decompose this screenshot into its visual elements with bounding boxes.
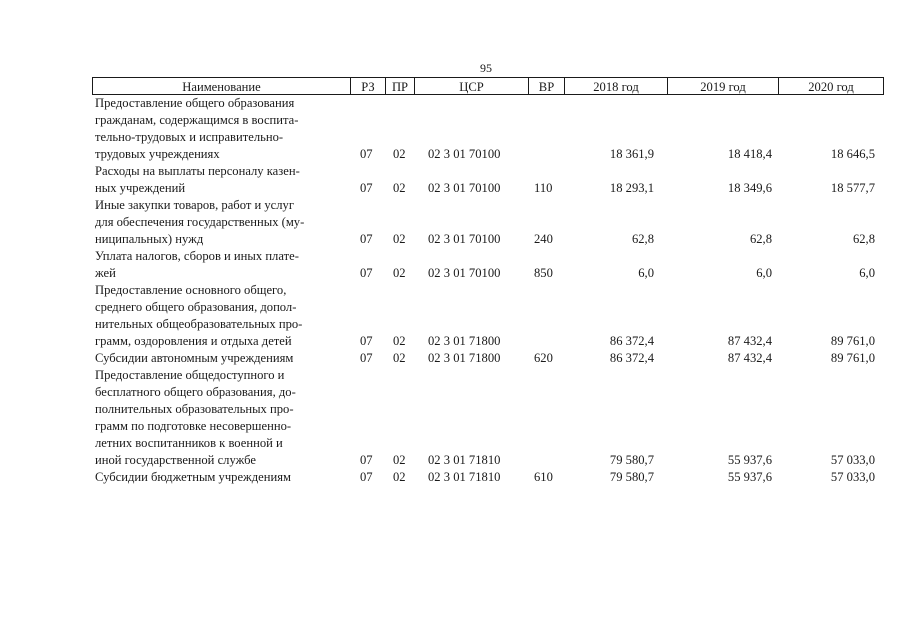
row-pr: 02 <box>393 470 406 484</box>
row-2020: 89 761,0 <box>830 334 875 348</box>
row-2020: 6,0 <box>859 266 875 280</box>
row-2019: 18 418,4 <box>727 147 772 161</box>
row-2018: 79 580,7 <box>609 453 654 467</box>
row-name-line: Субсидии бюджетным учреждениям <box>95 470 291 484</box>
row-name-line: грамм, оздоровления и отдыха детей <box>95 334 292 348</box>
row-pr: 02 <box>393 334 406 348</box>
row-rz: 07 <box>360 351 373 365</box>
row-name-line: нительных общеобразовательных про- <box>95 317 303 331</box>
row-csr: 02 3 01 70100 <box>428 266 501 280</box>
row-vr: 240 <box>534 232 553 246</box>
row-2018: 86 372,4 <box>609 351 654 365</box>
row-rz: 07 <box>360 147 373 161</box>
row-pr: 02 <box>393 181 406 195</box>
row-2018: 79 580,7 <box>609 470 654 484</box>
row-csr: 02 3 01 71810 <box>428 470 501 484</box>
row-name-line: гражданам, содержащимся в воспита- <box>95 113 299 127</box>
row-2018: 18 293,1 <box>609 181 654 195</box>
row-name-line: Субсидии автономным учреждениям <box>95 351 294 365</box>
row-name-line: Предоставление общего образования <box>95 96 295 110</box>
row-name-line: Предоставление основного общего, <box>95 283 287 297</box>
row-name-line: Предоставление общедоступного и <box>95 368 285 382</box>
row-2020: 18 577,7 <box>830 181 875 195</box>
row-2020: 57 033,0 <box>830 453 875 467</box>
row-rz: 07 <box>360 266 373 280</box>
row-vr: 850 <box>534 266 553 280</box>
row-csr: 02 3 01 71810 <box>428 453 501 467</box>
row-2020: 18 646,5 <box>830 147 875 161</box>
row-csr: 02 3 01 70100 <box>428 181 501 195</box>
row-csr: 02 3 01 70100 <box>428 147 501 161</box>
row-name-line: тельно-трудовых и исправительно- <box>95 130 284 144</box>
row-rz: 07 <box>360 334 373 348</box>
row-rz: 07 <box>360 453 373 467</box>
row-name-line: ных учреждений <box>95 181 186 195</box>
header-rz: РЗ <box>350 77 386 95</box>
row-name-line: Расходы на выплаты персоналу казен- <box>95 164 300 178</box>
row-name-line: ниципальных) нужд <box>95 232 204 246</box>
row-vr: 110 <box>534 181 553 195</box>
header-2020: 2020 год <box>778 77 884 95</box>
row-rz: 07 <box>360 181 373 195</box>
row-name-line: для обеспечения государственных (му- <box>95 215 305 229</box>
row-csr: 02 3 01 71800 <box>428 334 501 348</box>
row-2019: 55 937,6 <box>727 453 772 467</box>
row-pr: 02 <box>393 351 406 365</box>
row-name-line: иной государственной службе <box>95 453 256 467</box>
row-2019: 18 349,6 <box>727 181 772 195</box>
row-2019: 87 432,4 <box>727 334 772 348</box>
row-rz: 07 <box>360 470 373 484</box>
header-vr: ВР <box>528 77 565 95</box>
row-vr: 610 <box>534 470 553 484</box>
row-csr: 02 3 01 70100 <box>428 232 501 246</box>
row-csr: 02 3 01 71800 <box>428 351 501 365</box>
row-name-line: Уплата налогов, сборов и иных плате- <box>95 249 299 263</box>
row-2018: 62,8 <box>631 232 654 246</box>
row-2018: 6,0 <box>638 266 654 280</box>
row-2019: 55 937,6 <box>727 470 772 484</box>
header-2018: 2018 год <box>564 77 668 95</box>
row-name-line: летних воспитанников к военной и <box>95 436 283 450</box>
row-pr: 02 <box>393 147 406 161</box>
row-name-line: бесплатного общего образования, до- <box>95 385 296 399</box>
row-2020: 57 033,0 <box>830 470 875 484</box>
header-2019: 2019 год <box>667 77 779 95</box>
row-pr: 02 <box>393 232 406 246</box>
row-pr: 02 <box>393 453 406 467</box>
row-name-line: трудовых учреждениях <box>95 147 220 161</box>
row-name-line: жей <box>95 266 116 280</box>
row-name-line: грамм по подготовке несовершенно- <box>95 419 292 433</box>
row-2020: 62,8 <box>852 232 875 246</box>
row-name-line: Иные закупки товаров, работ и услуг <box>95 198 295 212</box>
row-vr: 620 <box>534 351 553 365</box>
header-pr: ПР <box>385 77 415 95</box>
row-2018: 18 361,9 <box>609 147 654 161</box>
row-rz: 07 <box>360 232 373 246</box>
row-2018: 86 372,4 <box>609 334 654 348</box>
row-2019: 62,8 <box>749 232 772 246</box>
header-csr: ЦСР <box>414 77 529 95</box>
row-pr: 02 <box>393 266 406 280</box>
header-name: Наименование <box>92 77 351 95</box>
page-number: 95 <box>480 61 492 75</box>
row-name-line: полнительных образовательных про- <box>95 402 294 416</box>
row-2019: 6,0 <box>756 266 772 280</box>
row-2019: 87 432,4 <box>727 351 772 365</box>
row-2020: 89 761,0 <box>830 351 875 365</box>
row-name-line: среднего общего образования, допол- <box>95 300 297 314</box>
